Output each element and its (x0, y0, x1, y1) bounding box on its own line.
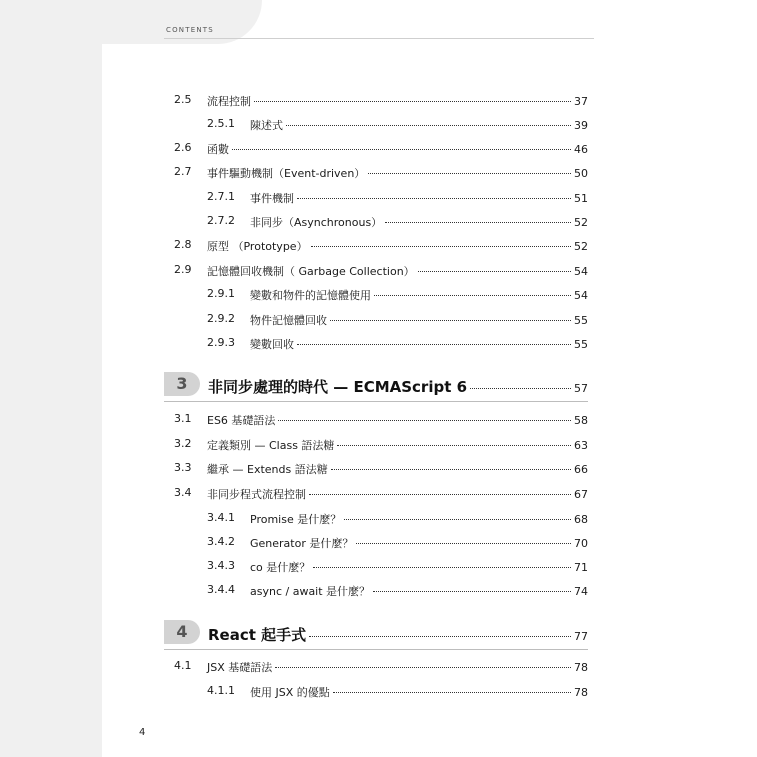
chapter-title: React 起手式 (208, 626, 307, 644)
section-number: 2.9.2 (207, 312, 235, 325)
toc-subentry (174, 310, 588, 328)
leader-dots (309, 494, 571, 495)
page-ref: 70 (574, 537, 588, 550)
chapter-heading-4 (164, 620, 588, 644)
toc-entry (174, 410, 588, 428)
page-ref: 52 (574, 216, 588, 229)
leader-dots (278, 420, 571, 421)
toc-subentry (174, 557, 588, 575)
entry-title: 陳述式 (250, 119, 283, 132)
section-number: 3.4.3 (207, 559, 235, 572)
section-number: 2.9.1 (207, 287, 235, 300)
toc-subentry (174, 581, 588, 599)
page-ref: 37 (574, 95, 588, 108)
section-number: 3.4.4 (207, 583, 235, 596)
section-number: 2.7 (174, 165, 192, 178)
entry-title: Promise 是什麼？ (250, 513, 342, 526)
entry-title: 使用 JSX 的優點 (250, 686, 330, 699)
entry-title: 事件機制 (250, 192, 294, 205)
leader-dots (344, 519, 571, 520)
leader-dots (330, 320, 571, 321)
leader-dots (254, 101, 571, 102)
entry-title: 定義類別 — Class 語法糖 (207, 439, 335, 452)
leader-dots (418, 271, 571, 272)
entry-title: 原型 （Prototype） (207, 240, 308, 253)
entry-title: 非同步（Asynchronous） (250, 216, 383, 229)
section-number: 4.1 (174, 659, 192, 672)
section-number: 2.5.1 (207, 117, 235, 130)
entry-title: 變數和物件的記憶體使用 (250, 289, 371, 302)
entry-title: 物件記憶體回收 (250, 314, 327, 327)
page-ref: 67 (574, 488, 588, 501)
leader-dots (297, 344, 571, 345)
header-rule (164, 38, 594, 39)
section-number: 3.4 (174, 486, 192, 499)
chapter-rule (164, 401, 588, 402)
entry-title: 非同步程式流程控制 (207, 488, 306, 501)
page-ref: 78 (574, 686, 588, 699)
section-number: 3.2 (174, 437, 192, 450)
chapter-number: 4 (176, 622, 188, 641)
page-ref: 51 (574, 192, 588, 205)
leader-dots (373, 591, 571, 592)
page-ref: 78 (574, 661, 588, 674)
page-ref: 63 (574, 439, 588, 452)
toc-entry (174, 459, 588, 477)
chapter-heading-3 (164, 372, 588, 396)
leader-dots (232, 149, 571, 150)
leader-dots (286, 125, 571, 126)
page-ref: 39 (574, 119, 588, 132)
page-ref: 57 (574, 382, 588, 395)
toc-subentry (174, 212, 588, 230)
toc-entry (174, 139, 588, 157)
section-number: 3.4.2 (207, 535, 235, 548)
toc-entry (174, 91, 588, 109)
toc-subentry (174, 334, 588, 352)
page-ref: 66 (574, 463, 588, 476)
leader-dots (356, 543, 571, 544)
section-number: 3.3 (174, 461, 192, 474)
entry-title: 流程控制 (207, 95, 251, 108)
toc-subentry (174, 188, 588, 206)
chapter-title: 非同步處理的時代 — ECMAScript 6 (208, 378, 468, 396)
leader-dots (337, 445, 571, 446)
running-header: CONTENTS (166, 26, 214, 34)
chapter-rule (164, 649, 588, 650)
leader-dots (313, 567, 571, 568)
toc-entry (174, 657, 588, 675)
page-ref: 68 (574, 513, 588, 526)
toc-subentry (174, 509, 588, 527)
leader-dots (374, 295, 571, 296)
section-number: 2.9 (174, 263, 192, 276)
page-ref: 54 (574, 289, 588, 302)
page-ref: 77 (574, 630, 588, 643)
leader-dots (309, 636, 571, 637)
entry-title: 繼承 — Extends 語法糖 (207, 463, 328, 476)
toc-entry (174, 261, 588, 279)
section-number: 2.5 (174, 93, 192, 106)
page-ref: 46 (574, 143, 588, 156)
entry-title: 變數回收 (250, 338, 294, 351)
section-number: 2.7.2 (207, 214, 235, 227)
page-ref: 58 (574, 414, 588, 427)
chapter-number: 3 (176, 374, 188, 393)
left-margin-band (0, 0, 102, 757)
page-ref: 71 (574, 561, 588, 574)
entry-title: co 是什麼？ (250, 561, 311, 574)
entry-title: Generator 是什麼？ (250, 537, 354, 550)
toc-subentry (174, 115, 588, 133)
page-ref: 54 (574, 265, 588, 278)
toc-entry (174, 163, 588, 181)
section-number: 2.7.1 (207, 190, 235, 203)
leader-dots (385, 222, 571, 223)
leader-dots (368, 173, 571, 174)
page-ref: 55 (574, 338, 588, 351)
toc-entry (174, 435, 588, 453)
page-number: 4 (139, 727, 146, 738)
section-number: 2.9.3 (207, 336, 235, 349)
leader-dots (297, 198, 571, 199)
entry-title: 事件驅動機制（Event-driven） (207, 167, 366, 180)
leader-dots (333, 692, 571, 693)
leader-dots (470, 388, 571, 389)
entry-title: ES6 基礎語法 (207, 414, 276, 427)
leader-dots (331, 469, 571, 470)
section-number: 3.1 (174, 412, 192, 425)
section-number: 3.4.1 (207, 511, 235, 524)
entry-title: 函數 (207, 143, 229, 156)
section-number: 4.1.1 (207, 684, 235, 697)
toc-subentry (174, 682, 588, 700)
entry-title: async / await 是什麼？ (250, 585, 371, 598)
page-ref: 74 (574, 585, 588, 598)
entry-title: 記憶體回收機制（ Garbage Collection） (207, 265, 415, 278)
entry-title: JSX 基礎語法 (207, 661, 273, 674)
toc-entry (174, 484, 588, 502)
page-ref: 50 (574, 167, 588, 180)
toc-subentry (174, 285, 588, 303)
toc-subentry (174, 533, 588, 551)
leader-dots (275, 667, 571, 668)
section-number: 2.6 (174, 141, 192, 154)
leader-dots (311, 246, 571, 247)
toc-entry (174, 236, 588, 254)
section-number: 2.8 (174, 238, 192, 251)
page-ref: 52 (574, 240, 588, 253)
page-ref: 55 (574, 314, 588, 327)
